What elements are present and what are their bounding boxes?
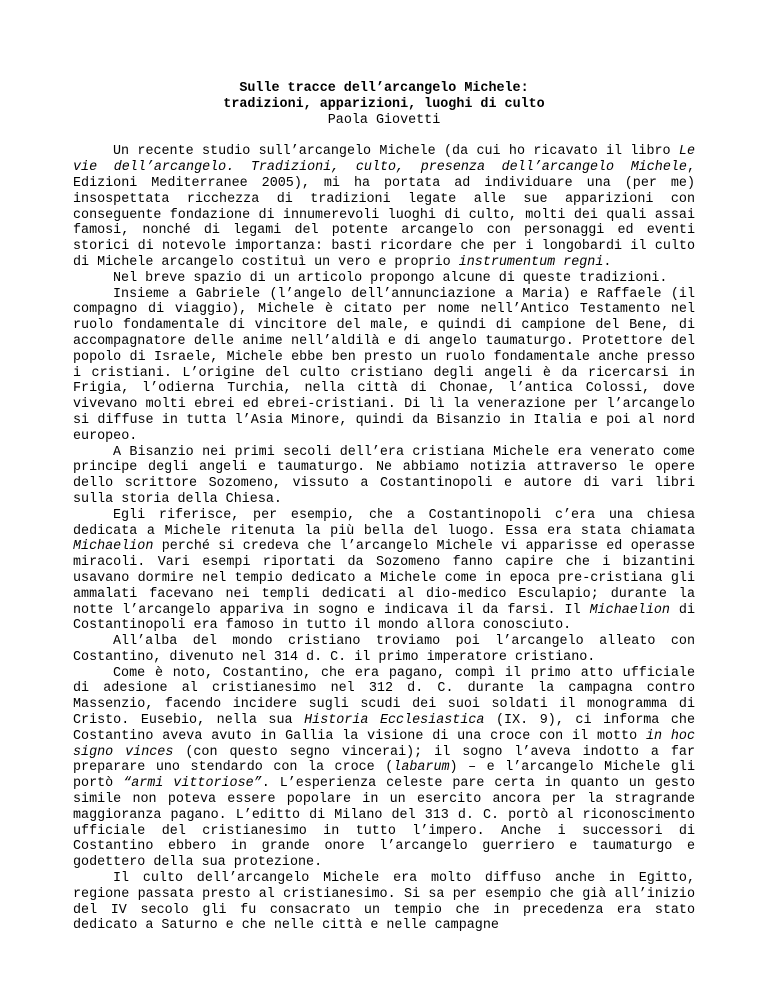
italic-text: Historia Ecclesiastica: [304, 713, 485, 729]
paragraph-text: Insieme a Gabriele (l’angelo dell’annunciazione a Maria) e Raffaele (il compagno di viaggio), Michele è citato per nome nell’Antico Testamento nel ruolo fondamentale di vincitore del male, e quindi di campione del Bene, di accompagnatore delle anime nell’aldilà e di angelo taumaturgo. Protettore del popolo di Israele, Michele ebbe ben presto un ruolo fondamentale anche presso i cristiani. L’origine del culto cristiano degli angeli è da ricercarsi in Frigia, l’odierna Turchia, nella città di Chonae, l’antica Colossi, dove vivevano molti ebrei ed ebrei-cristiani. Di lì la venerazione per l’arcangelo si diffuse in tutta l’Asia Minore, quindi da Bisanzio in Italia e poi al nord europeo.: [73, 286, 695, 444]
body-paragraph: [73, 871, 695, 934]
body-paragraph: [73, 634, 695, 666]
italic-text: labarum: [393, 760, 450, 776]
body-paragraph: [73, 271, 695, 287]
italic-text: in hoc signo vinces: [73, 728, 696, 760]
body-paragraph: [73, 445, 695, 508]
body-paragraph: [73, 144, 695, 270]
paragraph-text: Nel breve spazio di un articolo propongo alcune di queste tradizioni.: [113, 270, 668, 286]
body-paragraph: [73, 666, 695, 871]
paragraph-text: A Bisanzio nei primi secoli dell’era cristiana Michele era venerato come principe degli angeli e taumaturgo. Ne abbiamo notizia attraverso le opere dello scrittore Sozomeno, vissuto a Costantinopoli e autore di vari libri sulla storia della Chiesa.: [73, 444, 695, 507]
italic-text: Le vie dell’arcangelo. Tradizioni, culto, presenza dell’arcangelo Michele: [73, 144, 695, 176]
paragraph-text: .: [603, 254, 612, 270]
paragraph-text: Egli riferisce, per esempio, che a Costantinopoli c’era una chiesa dedicata a Michele ritenuta la più bella del luogo. Essa era stata chiamata: [73, 507, 695, 539]
paragraph-text: Come è noto, Costantino, che era pagano, compì il primo atto ufficiale di adesione al cristianesimo nel 312 d. C. durante la campagna contro Massenzio, facendo incidere sugli scudi dei suoi soldati il monogramma di Cristo. Eusebio, nella sua: [73, 665, 695, 729]
paragraph-text: . L’esperienza celeste pare certa in quanto un gesto simile non poteva essere popolare in un esercito ancora per la stragrande maggioranza pagano. L’editto di Milano del 313 d. C. portò al riconoscimento ufficiale del cristianesimo in tutto l’impero. Anche i successori di Costantino ebbero in grande onore l’arcangelo guerriero e taumaturgo e godettero della sua protezione.: [73, 776, 696, 871]
document-title-line-2: tradizioni, apparizioni, luoghi di culto: [223, 96, 545, 112]
italic-text: Michaelion: [589, 602, 670, 618]
paragraph-text: (con questo segno vincerai); il sogno l’aveva indotto a far preparare uno stendardo con la croce (: [73, 744, 695, 776]
italic-text: instrumentum regni: [458, 254, 604, 270]
italic-text: Michaelion: [73, 539, 154, 555]
paragraph-text: Il culto dell’arcangelo Michele era molto diffuso anche in Egitto, regione passata presto al cristianesimo. Si sa per esempio che già all’inizio del IV secolo gli fu consacrato un tempio che in precedenza era stato dedicato a Saturno e che nelle città e nelle campagne: [73, 871, 695, 934]
paragraph-text: , Edizioni Mediterranee 2005), mi ha portata ad individuare una (per me) insospettata ricchezza di tradizioni legate alle sue apparizioni con conseguente fondazione di innumerevoli luoghi di culto, molti dei quali assai famosi, nonché di legami del potente arcangelo con personaggi ed eventi storici di notevole importanza: basti ricordare che per i longobardi il culto di Michele arcangelo costituì un vero e proprio: [73, 160, 695, 270]
document-author: Paola Giovetti: [327, 112, 441, 128]
paragraph-text: ) – e l’arcangelo Michele gli portò: [73, 760, 695, 792]
paragraph-text: Un recente studio sull’arcangelo Michele (da cui ho ricavato il libro: [113, 144, 679, 160]
document-title-line-1: Sulle tracce dell’arcangelo Michele:: [239, 81, 529, 96]
paragraph-text: di Costantinopoli era famoso in tutto il mondo allora conosciuto.: [73, 602, 696, 634]
document-page: [73, 81, 695, 934]
paragraph-text: perché si credeva che l’arcangelo Michele vi apparisse ed operasse miracoli. Vari esempi riportati da Sozomeno fanno capire che i bizantini usavano dormire nel tempio dedicato a Michele come in epoca pre-cristiana gli ammalati facevano nei templi dedicati al dio-medico Esculapio; durante la notte l’arcangelo appariva in sogno e indicava il da farsi. Il: [73, 539, 695, 618]
italic-text: “armi vittoriose”: [123, 776, 262, 792]
body-paragraph: [73, 508, 695, 634]
paragraph-text: (IX. 9), ci informa che Costantino aveva avuto in Gallia la visione di una croce con il motto: [73, 713, 695, 744]
paragraph-text: All’alba del mondo cristiano troviamo poi l’arcangelo alleato con Costantino, divenuto nel 314 d. C. il primo imperatore cristiano.: [73, 634, 695, 665]
body-paragraph: [73, 287, 695, 445]
document-body: [73, 144, 695, 934]
